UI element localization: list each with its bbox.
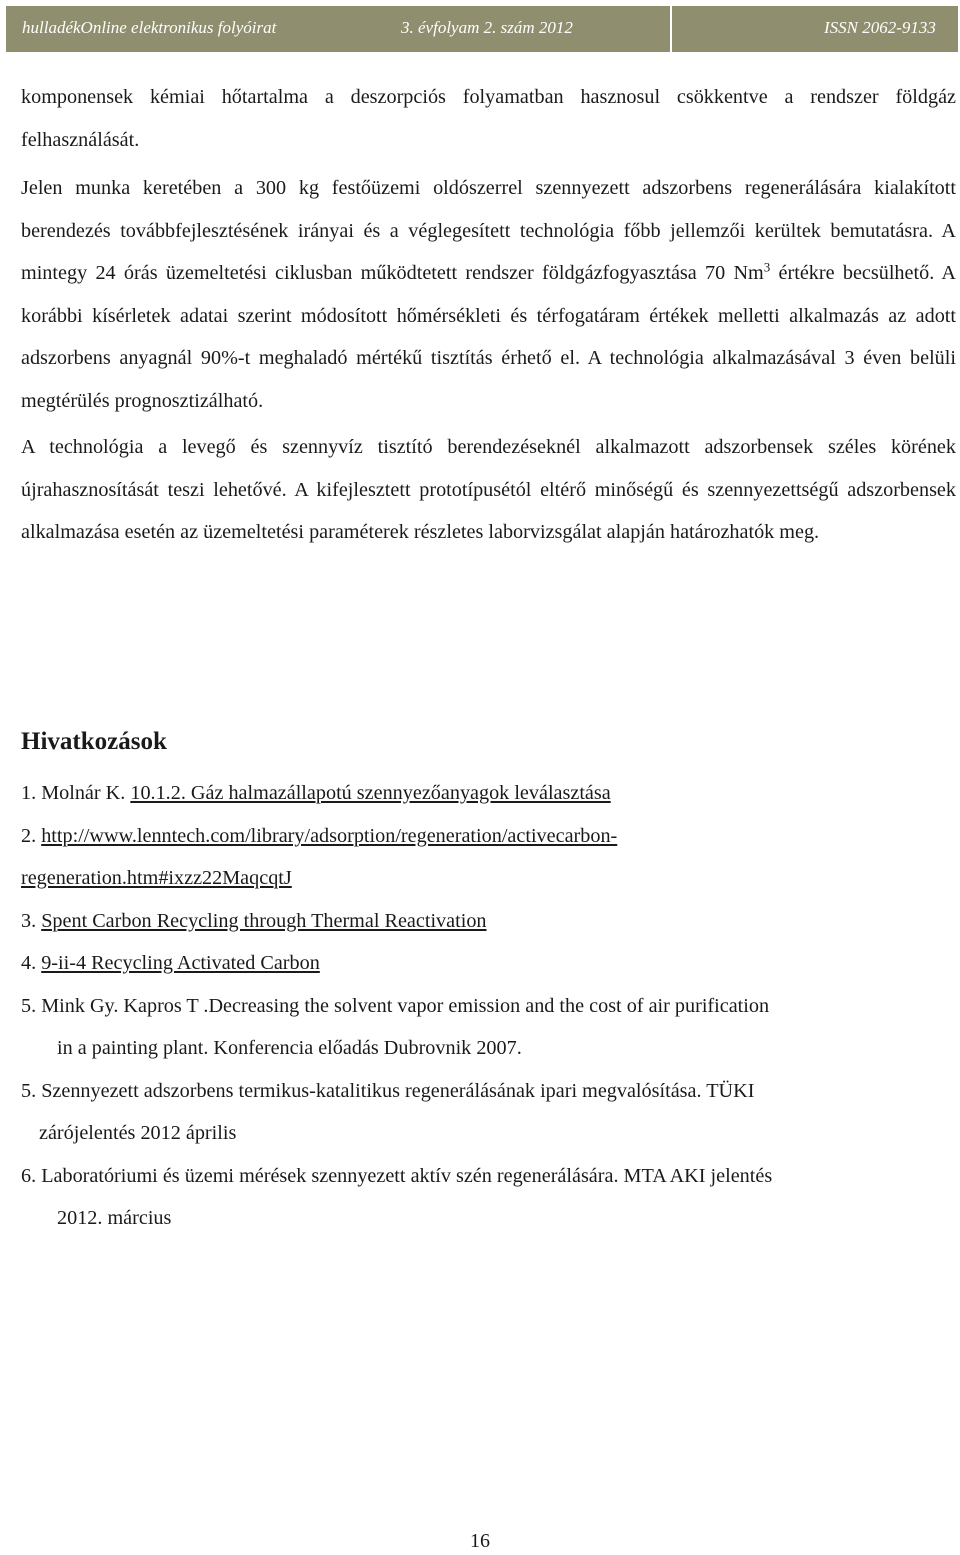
reference-4-link[interactable]: 9-ii-4 Recycling Activated Carbon <box>41 952 320 974</box>
journal-issn: ISSN 2062-9133 <box>824 18 936 37</box>
reference-5b-line1: 5. Szennyezett adszorbens termikus-katalitikus regenerálásának ipari megvalósítása. TÜKI <box>21 1079 755 1102</box>
reference-1-link[interactable]: 10.1.2. Gáz halmazállapotú szennyezőanyagok leválasztása <box>130 782 611 804</box>
paragraph-1: komponensek kémiai hőtartalma a deszorpciós folyamatban hasznosul csökkentve a rendszer földgáz felhasználását. <box>21 86 956 151</box>
reference-5a-line1: 5. Mink Gy. Kapros T .Decreasing the solvent vapor emission and the cost of air purification <box>21 994 770 1017</box>
references-heading: Hivatkozások <box>21 728 167 755</box>
journal-issue: 3. évfolyam 2. szám 2012 <box>401 18 573 37</box>
reference-5a-line2: in a painting plant. Konferencia előadás Dubrovnik 2007. <box>57 1037 522 1059</box>
reference-2-number: 2. <box>21 824 42 847</box>
reference-3 <box>21 900 956 943</box>
reference-3-number: 3. <box>21 909 42 932</box>
journal-title: hulladékOnline elektronikus folyóirat <box>22 18 277 37</box>
body-text <box>21 76 956 554</box>
paragraph-2-part-a: Jelen munka keretében a 300 kg festőüzemi oldószerrel szennyezett adszorbens regenerálására kialakított berendezés továbbfejlesztésének irányai és a véglegesített technológia főbb jellemzői kerültek bemutatásra. A mintegy 24 órás üzemeltetési ciklusban működtetett rendszer földgázfogyasztása 70 Nm <box>21 177 956 284</box>
reference-4-number: 4. <box>21 952 42 974</box>
references-list <box>21 772 956 1240</box>
reference-1 <box>21 772 956 815</box>
reference-2-link-line2[interactable]: regeneration.htm#ixzz22MaqcqtJ <box>21 867 292 889</box>
reference-4 <box>21 942 956 985</box>
paragraph-2 <box>21 167 956 422</box>
journal-header-bar <box>6 6 670 52</box>
reference-1-author: 1. Molnár K. <box>21 782 131 804</box>
paragraph-2-part-b: értékre becsülhető. A korábbi kísérletek adatai szerint módosított hőmérsékleti és térfogatáram értékek melletti alkalmazás az adott adszorbens anyagnál 90%-t meghaladó mértékű tisztítás érhető el. A technológia alkalmazásával 3 éven belüli megtérülés prognosztizálható. <box>21 262 956 412</box>
reference-2 <box>21 815 956 858</box>
reference-6-line2: 2012. március <box>57 1207 172 1229</box>
paragraph-3: A technológia a levegő és szennyvíz tisztító berendezéseknél alkalmazott adszorbensek széles körének újrahasznosítását teszi lehetővé. A kifejlesztett prototípusétól eltérő minőségű és szennyezettségű adszorbensek alkalmazása esetén az üzemeltetési paraméterek részletes laborvizsgálat alapján határozhatók meg. <box>21 436 956 543</box>
reference-2-cont <box>21 857 956 900</box>
reference-6-line1: 6. Laboratóriumi és üzemi mérések szennyezett aktív szén regenerálására. MTA AKI jelentés <box>21 1164 773 1187</box>
reference-2-link-line1[interactable]: http://www.lenntech.com/library/adsorption/regeneration/activecarbon- <box>41 824 618 847</box>
page-number: 16 <box>470 1530 490 1552</box>
reference-3-link[interactable]: Spent Carbon Recycling through Thermal Reactivation <box>41 909 487 932</box>
superscript-3: 3 <box>763 259 771 275</box>
issn-header-bar <box>672 6 958 52</box>
reference-5b-line2: zárójelentés 2012 április <box>39 1122 237 1144</box>
